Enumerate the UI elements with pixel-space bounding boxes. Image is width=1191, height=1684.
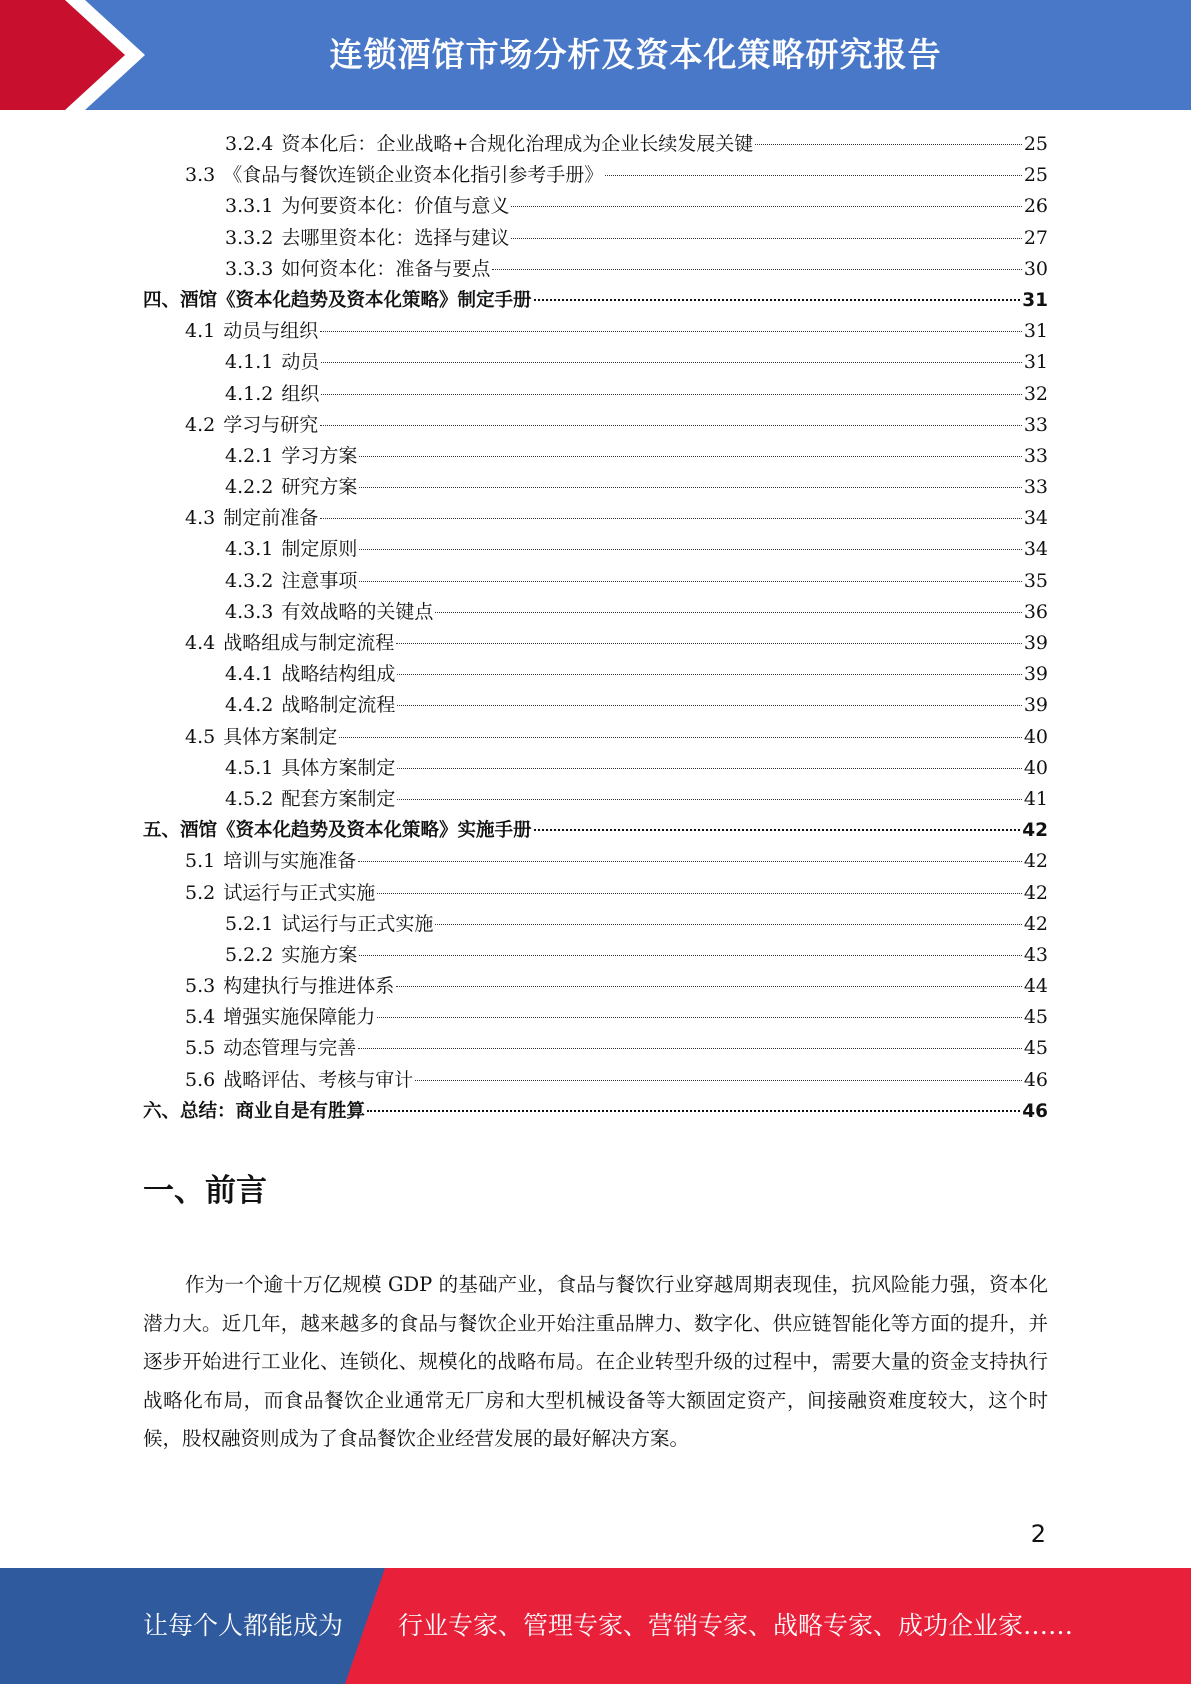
toc-entry-label: 具体方案制定 (223, 725, 338, 748)
toc-entry-page: 42 (1023, 912, 1048, 935)
toc-entry-page: 33 (1023, 413, 1048, 436)
toc-entry[interactable] (143, 316, 1048, 347)
toc-dot-leader (492, 269, 1021, 270)
toc-entry[interactable] (143, 379, 1048, 410)
toc-entry-number: 4.5 (185, 725, 216, 748)
toc-dot-leader (359, 549, 1021, 550)
toc-entry[interactable] (143, 1096, 1048, 1127)
toc-dot-leader (377, 1017, 1022, 1018)
toc-entry[interactable] (143, 254, 1048, 285)
toc-dot-leader (415, 1080, 1022, 1081)
toc-dot-leader (321, 394, 1021, 395)
footer-slogan-right: 行业专家、管理专家、营销专家、战略专家、成功企业家…… (398, 1611, 1074, 1640)
toc-entry[interactable] (143, 1065, 1048, 1096)
toc-entry[interactable] (143, 285, 1048, 316)
toc-dot-leader (511, 238, 1021, 239)
toc-entry-number: 5.4 (185, 1006, 216, 1029)
toc-dot-leader (359, 456, 1021, 457)
toc-dot-leader (397, 705, 1021, 706)
toc-entry-number: 3.3.1 (225, 195, 274, 218)
toc-entry[interactable] (143, 566, 1048, 597)
toc-entry-number: 4.1.2 (225, 382, 274, 405)
toc-entry-page: 43 (1023, 943, 1048, 966)
toc-entry[interactable] (143, 659, 1048, 690)
toc-entry-number: 4.4 (185, 632, 216, 654)
toc-entry-label: 动态管理与完善 (223, 1037, 357, 1060)
toc-entry-label: 注意事项 (281, 569, 358, 592)
toc-entry[interactable] (143, 503, 1048, 534)
header-chevron-icon (0, 0, 160, 110)
toc-dot-leader (377, 893, 1022, 894)
toc-dot-leader (511, 206, 1021, 207)
toc-entry-label: 增强实施保障能力 (223, 1006, 376, 1029)
toc-entry-page: 42 (1022, 820, 1048, 842)
toc-entry-label: 资本化后：企业战略+合规化治理成为企业长续发展关键 (281, 133, 754, 155)
toc-entry-number: 4.4.2 (225, 694, 274, 717)
toc-entry[interactable] (143, 784, 1048, 815)
toc-entry-label: 五、酒馆《资本化趋势及资本化策略》实施手册 (143, 820, 532, 842)
toc-entry-label: 为何要资本化：价值与意义 (281, 195, 510, 218)
toc-entry-number: 4.5.2 (225, 787, 274, 810)
toc-entry-label: 学习与研究 (223, 413, 319, 436)
toc-entry-label: 具体方案制定 (281, 756, 396, 779)
page-number: 2 (1030, 1520, 1046, 1548)
toc-dot-leader (435, 924, 1021, 925)
toc-entry-number: 4.3.2 (225, 569, 274, 592)
toc-entry-page: 42 (1023, 850, 1048, 873)
toc-entry-label: 四、酒馆《资本化趋势及资本化策略》制定手册 (143, 289, 532, 311)
toc-dot-leader (339, 737, 1022, 738)
toc-entry-page: 30 (1023, 257, 1048, 280)
toc-dot-leader (397, 799, 1021, 800)
toc-entry-label: 研究方案 (281, 476, 358, 499)
toc-entry-label: 如何资本化：准备与要点 (281, 257, 491, 280)
toc-entry-page: 27 (1023, 226, 1048, 249)
toc-entry[interactable] (143, 441, 1048, 472)
footer-slogan-left: 让每个人都能成为 (143, 1611, 344, 1640)
toc-dot-leader (320, 331, 1022, 332)
toc-entry-label: 战略评估、考核与审计 (223, 1068, 414, 1091)
toc-entry-label: 培训与实施准备 (223, 850, 357, 873)
page-header (0, 0, 1191, 110)
toc-entry-page: 26 (1023, 195, 1048, 218)
toc-entry[interactable] (143, 722, 1048, 753)
toc-dot-leader (320, 518, 1022, 519)
toc-entry[interactable] (143, 1002, 1048, 1033)
toc-entry-label: 学习方案 (281, 444, 358, 467)
toc-entry-label: 去哪里资本化：选择与建议 (281, 226, 510, 249)
toc-dot-leader (396, 643, 1022, 644)
toc-entry[interactable] (143, 160, 1048, 191)
toc-entry-label: 组织 (281, 382, 320, 405)
toc-entry-page: 45 (1023, 1037, 1048, 1060)
toc-entry-page: 31 (1023, 320, 1048, 343)
toc-entry[interactable] (143, 971, 1048, 1002)
toc-dot-leader (358, 861, 1022, 862)
toc-dot-leader (359, 581, 1021, 582)
toc-entry-number: 4.3.1 (225, 538, 274, 561)
toc-entry-page: 34 (1023, 538, 1048, 561)
toc-dot-leader (397, 674, 1021, 675)
toc-entry-label: 六、总结：商业自是有胜算 (143, 1100, 366, 1122)
toc-dot-leader (359, 487, 1021, 488)
toc-entry-label: 实施方案 (281, 943, 358, 966)
toc-entry-page: 45 (1023, 1006, 1048, 1029)
toc-entry-number: 5.2.2 (225, 943, 274, 966)
toc-entry-number: 3.2.4 (225, 133, 274, 155)
toc-entry-number: 4.2.2 (225, 476, 274, 499)
toc-entry-number: 4.4.1 (225, 663, 274, 686)
toc-entry-page: 41 (1023, 787, 1048, 810)
toc-entry-number: 5.2.1 (225, 912, 274, 935)
toc-entry-number: 5.5 (185, 1037, 216, 1060)
toc-entry-number: 3.3.2 (225, 226, 274, 249)
toc-entry-label: 配套方案制定 (281, 787, 396, 810)
toc-entry-page: 36 (1023, 600, 1048, 623)
toc-entry-number: 4.1 (185, 320, 216, 343)
toc-entry[interactable] (143, 628, 1048, 659)
body-paragraph: 作为一个逾十万亿规模 GDP 的基础产业，食品与餐饮行业穿越周期表现佳，抗风险能力强，资本化潜力大。近几年，越来越多的食品与餐饮企业开始注重品牌力、数字化、供应链智能化等方面的提升，并逐步开始进行工业化、连锁化、规模化的战略布局。在企业转型升级的过程中，需要大量的资金支持执行战略化布局，而食品餐饮企业通常无厂房和大型机械设备等大额固定资产，间接融资难度较大，这个时候，股权融资则成为了食品餐饮企业经营发展的最好解决方案。 (143, 1273, 1048, 1450)
toc-dot-leader (320, 425, 1022, 426)
header-title: 连锁酒馆市场分析及资本化策略研究报告 (329, 35, 942, 74)
toc-entry-page: 42 (1023, 881, 1048, 904)
toc-entry[interactable] (143, 410, 1048, 441)
toc-entry[interactable] (143, 347, 1048, 378)
toc-entry-page: 31 (1023, 351, 1048, 374)
toc-entry-number: 5.2 (185, 881, 216, 904)
toc-entry-page: 46 (1022, 1100, 1048, 1122)
section-title: 一、前言 (143, 1173, 267, 1209)
toc-entry[interactable] (143, 597, 1048, 628)
toc-entry-page: 44 (1023, 975, 1048, 998)
toc-entry[interactable] (143, 223, 1048, 254)
toc-entry-page: 33 (1023, 444, 1048, 467)
toc-dot-leader (358, 1048, 1022, 1049)
toc-dot-leader (397, 768, 1021, 769)
toc-entry-page: 39 (1023, 694, 1048, 717)
toc-entry-label: 构建执行与推进体系 (223, 975, 395, 998)
toc-entry-number: 5.6 (185, 1068, 216, 1091)
toc-entry-label: 有效战略的关键点 (281, 600, 434, 623)
toc-entry-page: 39 (1023, 663, 1048, 686)
toc-entry[interactable] (143, 472, 1048, 503)
toc-entry-page: 35 (1023, 569, 1048, 592)
toc-entry[interactable] (143, 534, 1048, 565)
toc-entry[interactable] (143, 878, 1048, 909)
toc-entry-page: 25 (1023, 133, 1048, 155)
toc-entry[interactable] (143, 846, 1048, 877)
toc-entry[interactable] (143, 940, 1048, 971)
toc-dot-leader (534, 829, 1021, 831)
toc-entry-page: 34 (1023, 507, 1048, 530)
toc-dot-leader (534, 299, 1021, 301)
toc-entry-label: 战略制定流程 (281, 694, 396, 717)
toc-entry-number: 4.3 (185, 507, 216, 530)
toc-entry[interactable] (143, 815, 1048, 846)
toc-dot-leader (321, 362, 1021, 363)
toc-entry-number: 4.2 (185, 413, 216, 436)
toc-entry-number: 3.3 (185, 164, 216, 187)
table-of-contents (143, 129, 1048, 1127)
toc-entry-number: 4.5.1 (225, 756, 274, 779)
toc-entry-page: 40 (1023, 756, 1048, 779)
toc-entry-label: 《食品与餐饮连锁企业资本化指引参考手册》 (223, 164, 604, 187)
toc-entry-label: 试运行与正式实施 (223, 881, 376, 904)
toc-entry[interactable] (143, 690, 1048, 721)
toc-entry-page: 32 (1023, 382, 1048, 405)
toc-dot-leader (359, 955, 1021, 956)
toc-entry[interactable] (143, 129, 1048, 160)
toc-entry-label: 动员与组织 (223, 320, 319, 343)
toc-entry-number: 5.3 (185, 975, 216, 998)
toc-entry-number: 4.1.1 (225, 351, 274, 374)
toc-entry-page: 46 (1023, 1068, 1048, 1091)
toc-entry-page: 25 (1023, 164, 1048, 187)
toc-entry[interactable] (143, 909, 1048, 940)
toc-entry-label: 动员 (281, 351, 320, 374)
toc-dot-leader (755, 144, 1022, 145)
toc-entry-number: 4.2.1 (225, 444, 274, 467)
toc-dot-leader (367, 1110, 1020, 1112)
toc-entry-label: 战略结构组成 (281, 663, 396, 686)
toc-entry-label: 试运行与正式实施 (281, 912, 434, 935)
toc-entry-page: 39 (1023, 632, 1048, 654)
toc-dot-leader (396, 986, 1022, 987)
toc-entry-label: 战略组成与制定流程 (223, 632, 395, 654)
toc-entry-page: 31 (1022, 289, 1048, 311)
toc-dot-leader (435, 612, 1021, 613)
toc-entry[interactable] (143, 191, 1048, 222)
toc-entry[interactable] (143, 753, 1048, 784)
toc-entry-number: 5.1 (185, 850, 216, 873)
toc-entry[interactable] (143, 1033, 1048, 1064)
page-footer (0, 1568, 1191, 1684)
toc-entry-label: 制定原则 (281, 538, 358, 561)
toc-entry-page: 33 (1023, 476, 1048, 499)
toc-entry-number: 3.3.3 (225, 257, 274, 280)
toc-dot-leader (605, 175, 1022, 176)
toc-entry-page: 40 (1023, 725, 1048, 748)
toc-entry-number: 4.3.3 (225, 600, 274, 623)
toc-entry-label: 制定前准备 (223, 507, 319, 530)
